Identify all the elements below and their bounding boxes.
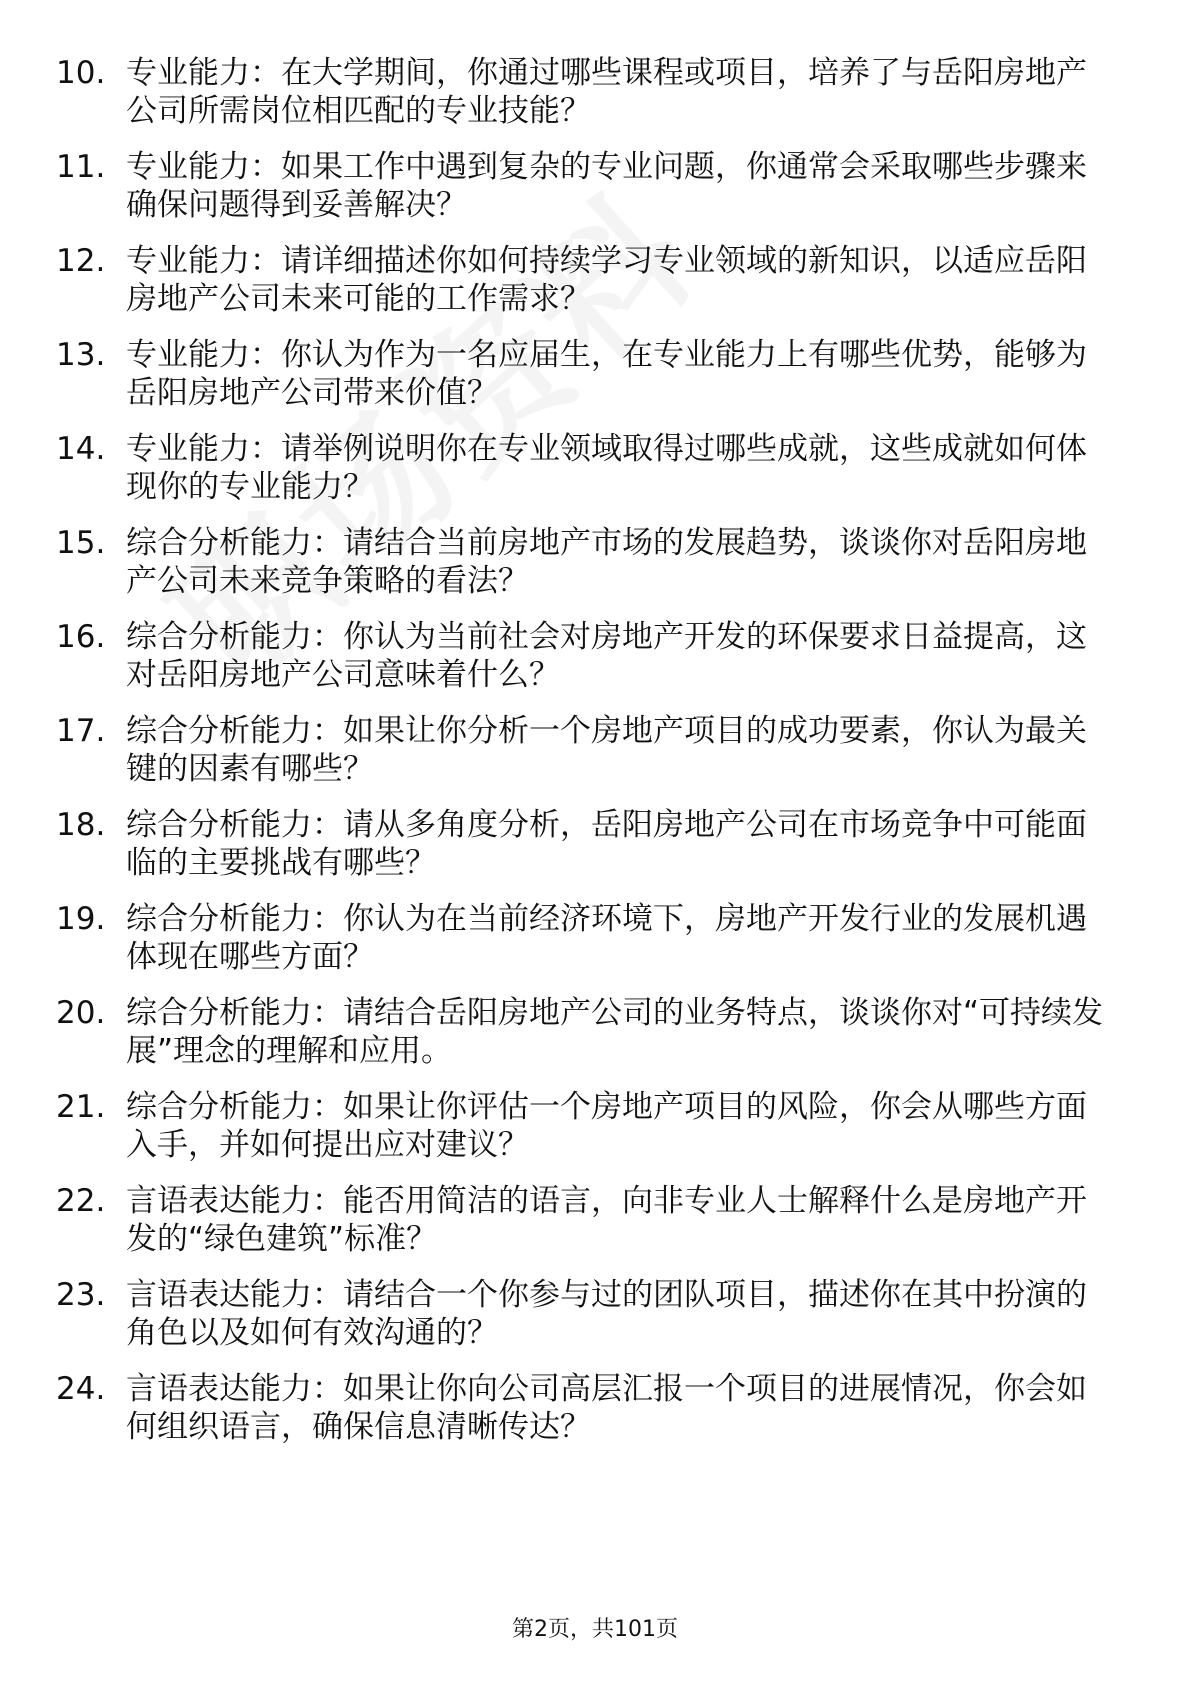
question-item [56,1370,1116,1464]
question-text: 综合分析能力：你认为在当前经济环境下，房地产开发行业的发展机遇体现在哪些方面？ [126,901,1087,975]
question-number: 14. [56,431,106,467]
question-number: 18. [56,807,106,843]
question-item [56,806,1116,900]
question-number: 16. [56,619,106,655]
question-item [56,148,1116,242]
question-item [56,712,1116,806]
question-item [56,1182,1116,1276]
question-text: 综合分析能力：如果让你分析一个房地产项目的成功要素，你认为最关键的因素有哪些？ [126,713,1087,787]
question-number: 20. [56,995,106,1031]
question-item [56,900,1116,994]
question-item [56,1276,1116,1370]
question-number: 13. [56,337,106,373]
question-text: 综合分析能力：请从多角度分析，岳阳房地产公司在市场竞争中可能面临的主要挑战有哪些？ [126,807,1087,881]
question-text: 专业能力：请详细描述你如何持续学习专业领域的新知识，以适应岳阳房地产公司未来可能的工作需求？ [126,243,1087,317]
question-item [56,618,1116,712]
question-text: 言语表达能力：请结合一个你参与过的团队项目，描述你在其中扮演的角色以及如何有效沟通的？ [126,1277,1087,1351]
question-text: 言语表达能力：能否用简洁的语言，向非专业人士解释什么是房地产开发的“绿色建筑”标准？ [126,1183,1087,1257]
question-text: 专业能力：请举例说明你在专业领域取得过哪些成就，这些成就如何体现你的专业能力？ [126,431,1087,505]
question-number: 17. [56,713,106,749]
question-text: 综合分析能力：请结合岳阳房地产公司的业务特点，谈谈你对“可持续发展”理念的理解和应用。 [126,995,1104,1069]
question-text: 综合分析能力：你认为当前社会对房地产开发的环保要求日益提高，这对岳阳房地产公司意味着什么？ [126,619,1087,693]
question-number: 23. [56,1277,106,1313]
question-list [56,54,1116,1464]
question-item [56,1088,1116,1182]
question-number: 24. [56,1371,106,1407]
question-text: 言语表达能力：如果让你向公司高层汇报一个项目的进展情况，你会如何组织语言，确保信息清晰传达？ [126,1371,1087,1445]
question-item [56,242,1116,336]
question-number: 22. [56,1183,106,1219]
question-number: 10. [56,55,106,91]
question-text: 专业能力：如果工作中遇到复杂的专业问题，你通常会采取哪些步骤来确保问题得到妥善解决？ [126,149,1087,223]
question-item [56,430,1116,524]
question-number: 19. [56,901,106,937]
question-text: 综合分析能力：如果让你评估一个房地产项目的风险，你会从哪些方面入手，并如何提出应对建议？ [126,1089,1087,1163]
question-text: 专业能力：你认为作为一名应届生，在专业能力上有哪些优势，能够为岳阳房地产公司带来价值？ [126,337,1087,411]
question-item [56,54,1116,148]
question-text: 专业能力：在大学期间，你通过哪些课程或项目，培养了与岳阳房地产公司所需岗位相匹配的专业技能？ [126,55,1087,129]
question-number: 12. [56,243,106,279]
question-number: 15. [56,525,106,561]
page-footer: 第2页，共101页 [512,1617,678,1642]
question-number: 11. [56,149,106,185]
question-number: 21. [56,1089,106,1125]
question-item [56,336,1116,430]
question-item [56,524,1116,618]
question-text: 综合分析能力：请结合当前房地产市场的发展趋势，谈谈你对岳阳房地产公司未来竞争策略的看法？ [126,525,1087,599]
question-item [56,994,1116,1088]
